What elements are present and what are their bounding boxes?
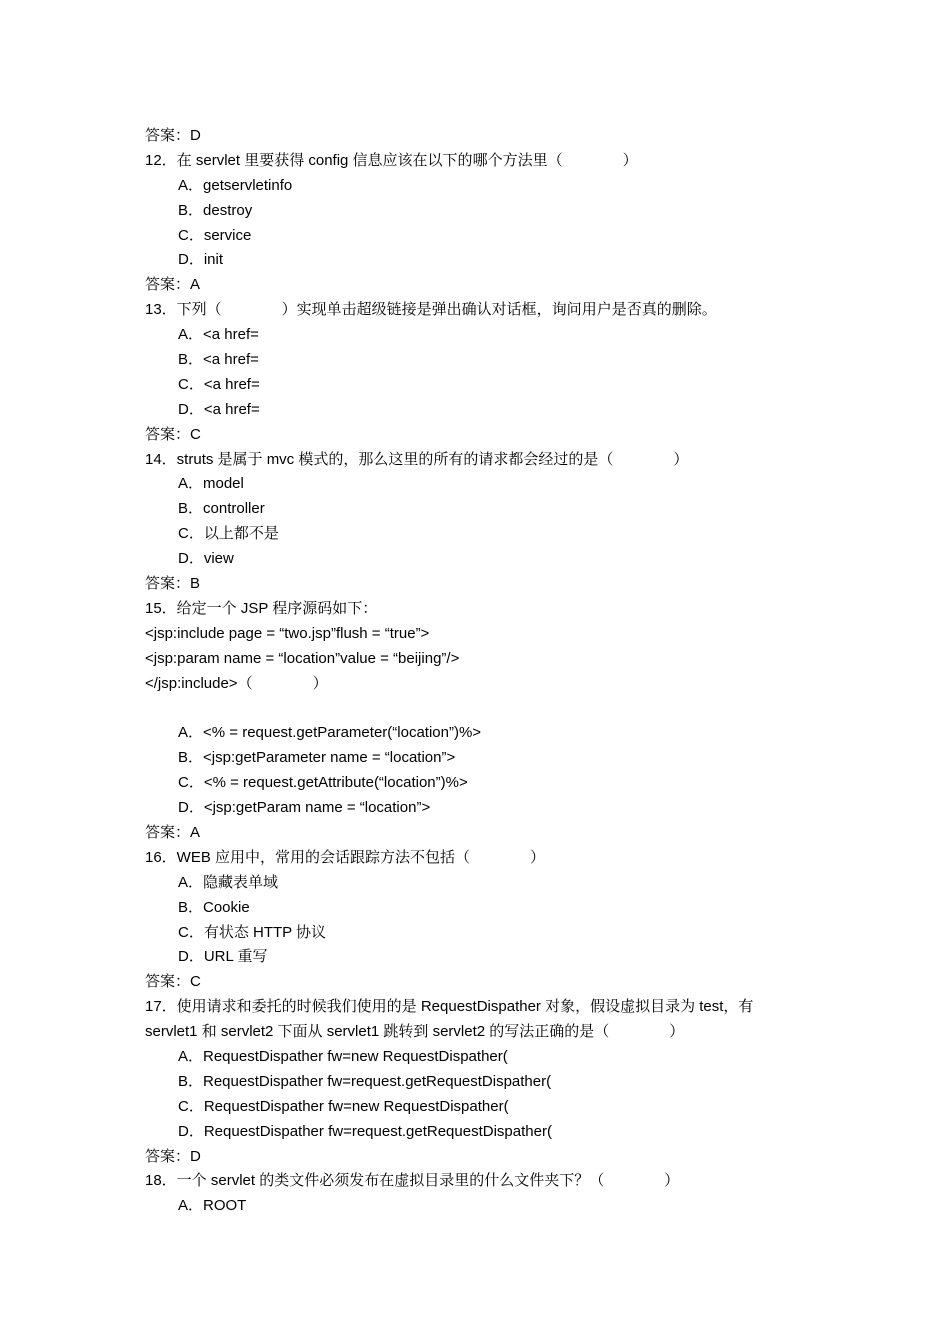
answer-line: 答案：C <box>145 425 201 443</box>
option-line: B．controller <box>178 500 265 518</box>
code-line: </jsp:include>（ ） <box>145 674 328 692</box>
option-line: C．service <box>178 226 252 244</box>
question-line: 13．下列（ ）实现单击超级链接是弹出确认对话框，询问用户是否真的删除。 <box>145 301 717 319</box>
option-line: B．<a href= <box>178 351 259 369</box>
option-line: B．<jsp:getParameter name = “location”> <box>178 749 456 767</box>
answer-line: 答案：D <box>145 1147 201 1165</box>
code-line: <jsp:param name = “location”value = “beijing”/> <box>145 649 460 667</box>
question-line: 15．给定一个 JSP 程序源码如下： <box>145 599 378 617</box>
option-line: D．URL 重写 <box>178 948 268 966</box>
option-line: C．RequestDispather fw=new RequestDispather( <box>178 1097 509 1115</box>
question-line: 16．WEB 应用中，常用的会话跟踪方法不包括（ ） <box>145 848 546 866</box>
question-line: 18．一个 servlet 的类文件必须发布在虚拟目录里的什么文件夹下？（ ） <box>145 1172 680 1190</box>
question-line: 12．在 servlet 里要获得 config 信息应该在以下的哪个方法里（ ） <box>145 151 638 169</box>
question-line: 17．使用请求和委托的时候我们使用的是 RequestDispather 对象，假设虚拟目录为 test，有 <box>145 998 754 1016</box>
option-line: C．<% = request.getAttribute(“location”)%> <box>178 774 468 792</box>
answer-line: 答案：A <box>145 823 201 841</box>
option-line: D．<jsp:getParam name = “location”> <box>178 799 431 817</box>
option-line: B．Cookie <box>178 898 250 916</box>
option-line: C．有状态 HTTP 协议 <box>178 923 327 941</box>
option-line: A．<a href= <box>178 326 259 344</box>
option-line: A．ROOT <box>178 1197 247 1215</box>
answer-line: 答案：D <box>145 127 201 144</box>
option-line: B．destroy <box>178 201 253 219</box>
option-line: B．RequestDispather fw=request.getRequestDispather( <box>178 1072 552 1090</box>
option-line: D．init <box>178 251 224 269</box>
answer-line: 答案：B <box>145 575 201 593</box>
option-line: D．<a href= <box>178 400 260 418</box>
option-line: A．隐藏表单域 <box>178 873 279 891</box>
option-line: C．<a href= <box>178 375 260 393</box>
question-line: servlet1 和 servlet2 下面从 servlet1 跳转到 servlet2 的写法正确的是（ ） <box>145 1023 685 1041</box>
option-line: A．<% = request.getParameter(“location”)%> <box>178 724 482 742</box>
option-line: D．view <box>178 550 234 568</box>
answer-line: 答案：A <box>145 276 201 294</box>
option-line: A．getservletinfo <box>178 176 293 194</box>
blank-line <box>145 696 815 721</box>
question-line: 14．struts 是属于 mvc 模式的，那么这里的所有的请求都会经过的是（ ） <box>145 450 689 468</box>
option-line: D．RequestDispather fw=request.getRequestDispather( <box>178 1122 552 1140</box>
option-line: C．以上都不是 <box>178 525 279 543</box>
answer-line: 答案：C <box>145 973 201 991</box>
option-line: A．RequestDispather fw=new RequestDispather( <box>178 1047 508 1065</box>
document-body <box>145 124 815 1219</box>
code-line: <jsp:include page = “two.jsp”flush = “true”> <box>145 624 430 642</box>
option-line: A．model <box>178 475 244 493</box>
